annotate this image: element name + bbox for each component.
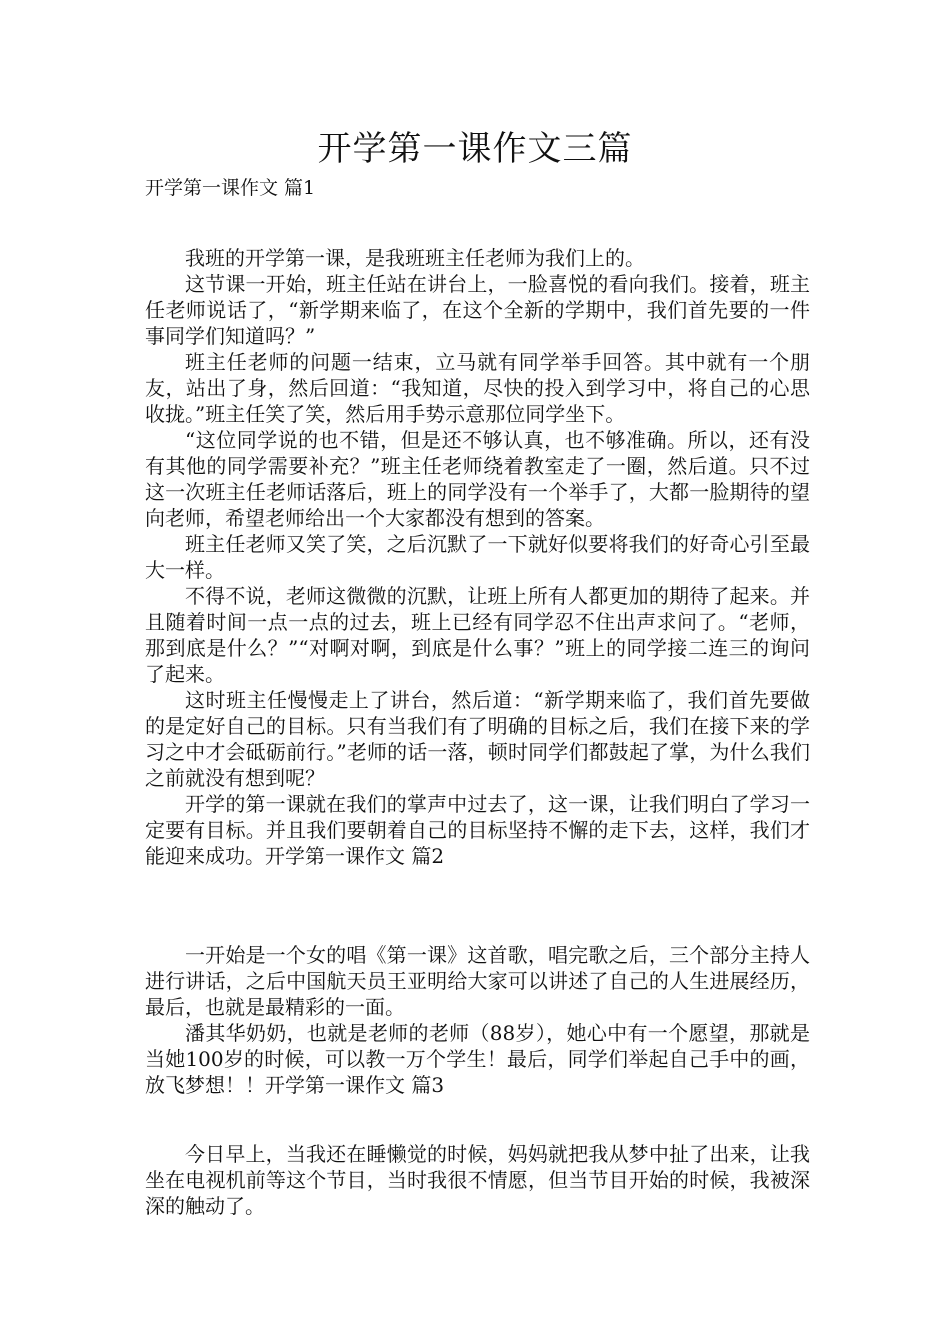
section-2-body bbox=[145, 942, 810, 1098]
section-heading-2: 开学第一课作文 篇2 bbox=[265, 844, 445, 868]
section-1-body bbox=[145, 245, 810, 869]
paragraph: 这时班主任慢慢走上了讲台，然后道：“新学期来临了，我们首先要做的是定好自己的目标。只有当我们有了明确的目标之后，我们在接下来的学习之中才会砥砺前行。”老师的话一落，顿时同学们都鼓起了掌，为什么我们之前就没有想到呢？ bbox=[145, 688, 810, 790]
paragraph: 今日早上，当我还在睡懒觉的时候，妈妈就把我从梦中扯了出来，让我坐在电视机前等这个节目，当时我很不情愿，但当节目开始的时候，我被深深的触动了。 bbox=[145, 1142, 810, 1218]
paragraph-text: 开学的第一课就在我们的掌声中过去了，这一课，让我们明白了学习一定要有目标。并且我们要朝着自己的目标坚持不懈的走下去，这样，我们才能迎来成功。 bbox=[145, 792, 810, 868]
paragraph: “这位同学说的也不错，但是还不够认真，也不够准确。所以，还有没有其他的同学需要补充？”班主任老师绕着教室走了一圈，然后道。只不过这一次班主任老师话落后，班上的同学没有一个举手了，大都一脸期待的望向老师，希望老师给出一个大家都没有想到的答案。 bbox=[145, 428, 810, 530]
document-title: 开学第一课作文三篇 bbox=[317, 129, 633, 169]
paragraph-with-next-heading bbox=[145, 791, 810, 869]
paragraph: 我班的开学第一课，是我班班主任老师为我们上的。 bbox=[185, 246, 645, 270]
paragraph: 班主任老师的问题一结束，立马就有同学举手回答。其中就有一个朋友，站出了身，然后回道：“我知道，尽快的投入到学习中，将自己的心思收拢。”班主任笑了笑，然后用手势示意那位同学坐下。 bbox=[145, 350, 810, 426]
paragraph: 不得不说，老师这微微的沉默，让班上所有人都更加的期待了起来。并且随着时间一点一点的过去，班上已经有同学忍不住出声求问了。“老师，那到底是什么？”“对啊对啊，到底是什么事？”班上的同学接二连三的询问了起来。 bbox=[145, 584, 810, 686]
paragraph: 一开始是一个女的唱《第一课》这首歌，唱完歌之后，三个部分主持人进行讲话，之后中国航天员王亚明给大家可以讲述了自己的人生进展经历，最后，也就是最精彩的一面。 bbox=[145, 943, 810, 1019]
paragraph: 班主任老师又笑了笑，之后沉默了一下就好似要将我们的好奇心引至最大一样。 bbox=[145, 532, 810, 582]
section-heading-3: 开学第一课作文 篇3 bbox=[265, 1073, 445, 1097]
section-heading-1: 开学第一课作文 篇1 bbox=[145, 177, 316, 199]
paragraph-text: 潘其华奶奶，也就是老师的老师（88岁），她心中有一个愿望，那就是当她100岁的时候，可以教一万个学生！最后，同学们举起自己手中的画，放飞梦想！！ bbox=[145, 1021, 810, 1097]
section-3-body bbox=[145, 1141, 810, 1219]
paragraph: 这节课一开始，班主任站在讲台上，一脸喜悦的看向我们。接着，班主任老师说话了，“新学期来临了，在这个全新的学期中，我们首先要的一件事同学们知道吗？” bbox=[145, 272, 810, 348]
paragraph-with-next-heading bbox=[145, 1020, 810, 1098]
